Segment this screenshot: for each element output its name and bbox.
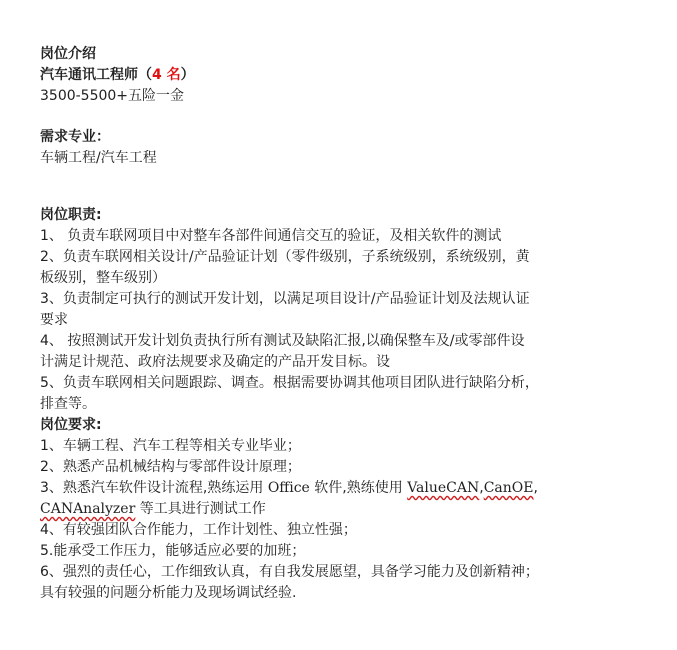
duty-line: 排查等。 [40,396,96,412]
canoe-term: CanOE [483,480,534,496]
position-heading: 岗位介绍 [40,46,96,62]
duties-heading: 岗位职责: [40,207,102,223]
duty-line: 计满足计规范、政府法规要求及确定的产品开发目标。设 [40,354,390,370]
duty-line: 板级别，整车级别） [40,270,166,286]
requirements-heading: 岗位要求: [40,417,102,433]
requirement-line: 2、熟悉产品机械结构与零部件设计原理； [40,459,301,475]
requirement-line [40,499,640,520]
requirements-list [40,436,640,604]
duty-line: 5、负责车联网相关问题跟踪、调查。根据需要协调其他项目团队进行缺陷分析， [40,375,539,391]
title-prefix: 汽车通讯工程师（ [40,67,152,83]
requirement-line: 1、车辆工程、汽车工程等相关专业毕业； [40,438,301,454]
office-term: Office [267,480,310,496]
req3-text: 3、熟悉汽车软件设计流程,熟练运用 [40,480,268,496]
salary: 3500-5500+五险一金 [40,88,185,104]
title-suffix: ） [180,67,195,83]
duty-line: 4、 按照测试开发计划负责执行所有测试及缺陷汇报,以确保整车及/或零部件设 [40,333,525,349]
major-heading: 需求专业： [40,129,110,145]
req3-end: , [533,480,538,496]
duty-line: 要求 [40,312,68,328]
headcount: 4 名 [152,67,181,83]
req3-text-b: 软件,熟练使用 [309,480,408,496]
canalyzer-term: CANAnalyzer [40,501,136,517]
requirement-line [40,478,640,499]
requirement-line: 4、有较强团队合作能力，工作计划性、独立性强； [40,522,357,538]
req3-comma: , [479,480,484,496]
duty-line: 2、负责车联网相关设计/产品验证计划（零件级别，子系统级别，系统级别，黄 [40,249,530,265]
job-posting-document [40,44,640,604]
req4-rest: 等工具进行测试工作 [135,501,266,517]
requirement-line: 6、强烈的责任心，工作细致认真，有自我发展愿望，具备学习能力及创新精神； [40,564,539,580]
duties-list [40,226,640,415]
duty-line: 1、 负责车联网项目中对整车各部件间通信交互的验证，及相关软件的测试 [40,228,502,244]
duty-line: 3、负责制定可执行的测试开发计划，以满足项目设计/产品验证计划及法规认证 [40,291,530,307]
requirement-line: 具有较强的问题分析能力及现场调试经验. [40,585,297,601]
requirement-line: 5.能承受工作压力，能够适应必要的加班； [40,543,306,559]
position-title [40,65,640,86]
major-value: 车辆工程/汽车工程 [40,150,157,166]
valuecan-term: ValueCAN [407,480,480,496]
